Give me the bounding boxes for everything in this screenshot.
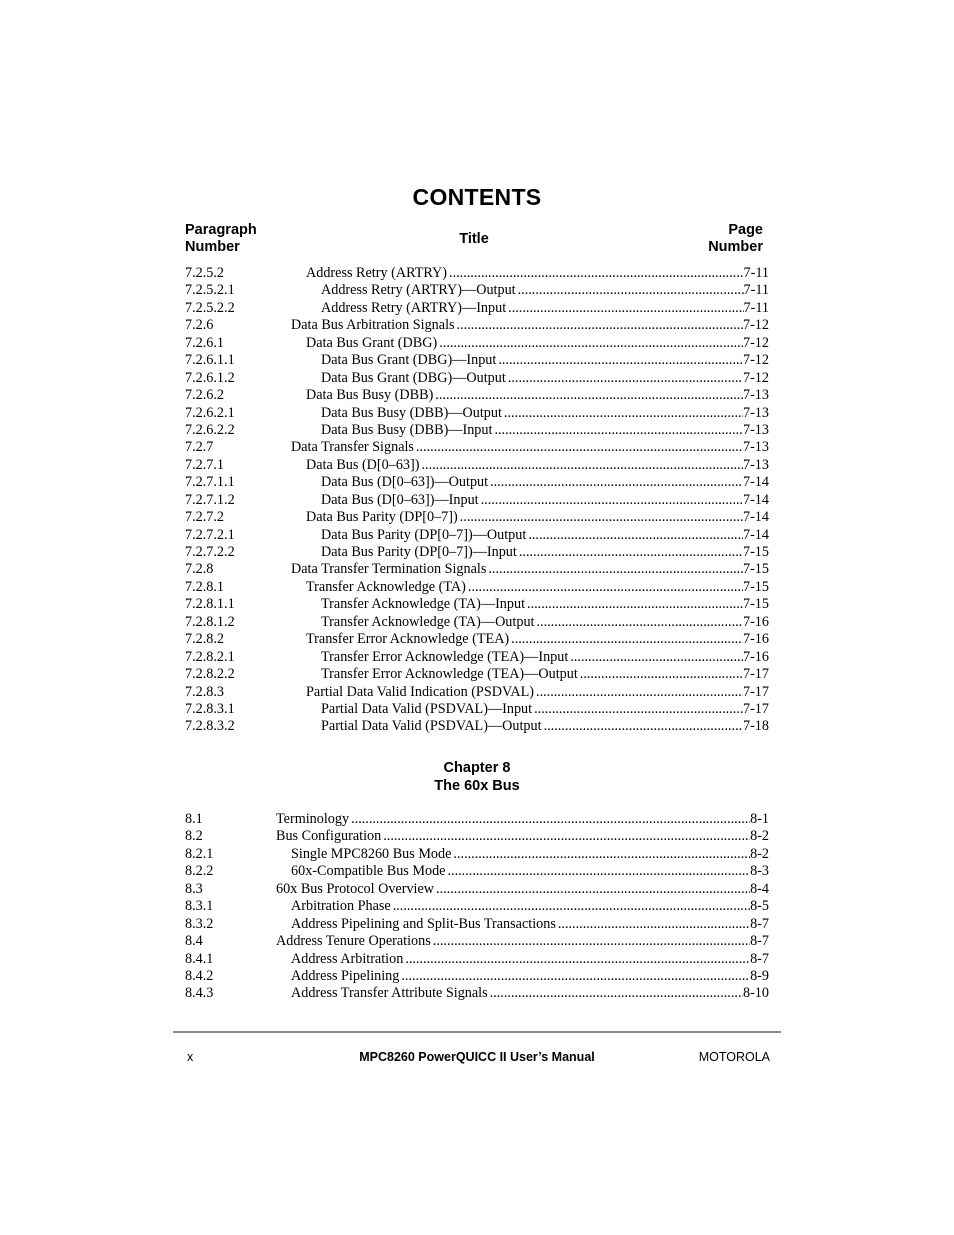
toc-entry-title: Data Bus Parity (DP[0–7])—Output xyxy=(321,526,527,543)
toc-entry[interactable] xyxy=(185,933,769,950)
toc-entry-line xyxy=(321,596,769,613)
toc-leader-dots xyxy=(490,474,743,491)
toc-entry-number: 7.2.8.3.1 xyxy=(185,700,235,717)
toc-entry-title: Address Retry (ARTRY) xyxy=(306,265,448,281)
toc-entry-line xyxy=(276,811,769,828)
toc-entry-line xyxy=(321,544,769,561)
toc-leader-dots xyxy=(580,666,743,683)
toc-entry-title: Single MPC8260 Bus Mode xyxy=(291,845,452,862)
toc-entry-page: 7-17 xyxy=(742,666,769,683)
toc-leader-dots xyxy=(460,509,743,526)
toc-entry-number: 8.4 xyxy=(185,933,203,950)
toc-entry-page: 7-12 xyxy=(742,369,769,386)
toc-entry[interactable] xyxy=(185,898,769,915)
toc-entry-title: Data Bus Grant (DBG) xyxy=(306,334,438,351)
toc-entry-page: 7-16 xyxy=(742,648,769,665)
toc-leader-dots xyxy=(570,649,743,666)
toc-entry-number: 8.4.2 xyxy=(185,967,214,984)
column-header-page-line2: Number xyxy=(708,239,763,255)
toc-entry-number: 8.3.1 xyxy=(185,898,214,915)
toc-entry-number: 7.2.6.2 xyxy=(185,387,225,404)
toc-entry-line xyxy=(306,684,769,701)
toc-entry[interactable] xyxy=(185,282,769,299)
toc-leader-dots xyxy=(490,985,743,1002)
toc-entry-page: 7-13 xyxy=(742,387,769,404)
toc-entry-page: 7-13 xyxy=(742,421,769,438)
toc-entry-number: 7.2.8.1.1 xyxy=(185,596,235,613)
toc-entry-line xyxy=(306,265,769,282)
toc-entry-title: Data Bus Arbitration Signals xyxy=(291,317,455,334)
toc-entry-line xyxy=(291,863,769,880)
toc-entry[interactable] xyxy=(185,811,769,828)
toc-entry[interactable] xyxy=(185,828,769,845)
toc-entry-title: Data Transfer Termination Signals xyxy=(291,561,487,578)
toc-entry-page: 7-15 xyxy=(742,596,769,613)
toc-entry-line xyxy=(291,846,769,863)
toc-entry[interactable] xyxy=(185,335,769,352)
toc-entry-number: 7.2.5.2.2 xyxy=(185,299,235,316)
toc-entry-number: 7.2.6.1.2 xyxy=(185,369,235,386)
toc-leader-dots xyxy=(457,317,743,334)
toc-leader-dots xyxy=(439,335,743,352)
toc-entry-title: Partial Data Valid (PSDVAL)—Input xyxy=(321,700,533,717)
toc-entry-title: Transfer Acknowledge (TA)—Input xyxy=(321,596,526,613)
toc-entry[interactable] xyxy=(185,387,769,404)
toc-entry-title: Partial Data Valid (PSDVAL)—Output xyxy=(321,718,542,735)
toc-leader-dots xyxy=(393,898,750,915)
toc-entry[interactable] xyxy=(185,265,769,282)
toc-entry-page: 7-14 xyxy=(742,509,769,526)
toc-entry[interactable] xyxy=(185,561,769,578)
toc-entry-line xyxy=(306,335,769,352)
toc-leader-dots xyxy=(498,352,743,369)
toc-entry[interactable] xyxy=(185,544,769,561)
toc-entry-number: 7.2.7.1.2 xyxy=(185,491,235,508)
toc-entry[interactable] xyxy=(185,405,769,422)
toc-entry-page: 7-16 xyxy=(742,613,769,630)
toc-entry-title: Address Tenure Operations xyxy=(276,933,431,950)
column-header-paragraph-line2: Number xyxy=(185,239,240,255)
toc-entry-number: 8.1 xyxy=(185,811,203,827)
toc-entry[interactable] xyxy=(185,317,769,334)
footer-rule xyxy=(173,1031,781,1033)
toc-entry-number: 7.2.6.1.1 xyxy=(185,352,235,369)
toc-leader-dots xyxy=(401,968,750,985)
toc-entry-line xyxy=(276,933,769,950)
toc-leader-dots xyxy=(528,527,743,544)
toc-entry-title: 60x-Compatible Bus Mode xyxy=(291,863,446,880)
toc-entry-line xyxy=(321,474,769,491)
toc-entry[interactable] xyxy=(185,666,769,683)
toc-entry[interactable] xyxy=(185,684,769,701)
toc-entry-number: 8.2.2 xyxy=(185,863,214,880)
toc-entry-page: 7-13 xyxy=(742,456,769,473)
toc-entry-page: 8-9 xyxy=(750,967,769,984)
toc-leader-dots xyxy=(436,881,750,898)
toc-entry-line xyxy=(291,968,769,985)
footer-company: MOTOROLA xyxy=(698,1050,770,1064)
toc-entry-line xyxy=(291,916,769,933)
toc-entry-title: Data Bus Parity (DP[0–7])—Input xyxy=(321,544,517,560)
toc-entry-page: 7-12 xyxy=(742,334,769,351)
toc-entry[interactable] xyxy=(185,631,769,648)
toc-entry-page: 7-14 xyxy=(742,491,769,508)
toc-entry[interactable] xyxy=(185,439,769,456)
toc-entry-line xyxy=(306,387,769,404)
toc-entry-line xyxy=(291,317,769,334)
toc-entry-title: Data Bus Grant (DBG)—Output xyxy=(321,369,506,386)
toc-leader-dots xyxy=(488,561,743,578)
toc-entry-page: 8-7 xyxy=(750,950,769,967)
toc-entry-page: 7-17 xyxy=(742,683,769,700)
toc-entry[interactable] xyxy=(185,422,769,439)
toc-entry-page: 7-12 xyxy=(742,352,769,369)
toc-leader-dots xyxy=(504,405,743,422)
toc-leader-dots xyxy=(468,579,743,596)
toc-entry-line xyxy=(306,509,769,526)
chapter-heading xyxy=(0,760,954,795)
toc-entry[interactable] xyxy=(185,509,769,526)
toc-entry-number: 8.2 xyxy=(185,828,203,845)
toc-leader-dots xyxy=(435,387,743,404)
toc-entry-number: 7.2.7.1 xyxy=(185,456,225,473)
toc-entry-title: Data Bus (D[0–63]) xyxy=(306,456,420,473)
toc-entry-number: 7.2.8.3.2 xyxy=(185,718,235,735)
toc-entry-line xyxy=(306,631,769,648)
toc-entry-title: Transfer Error Acknowledge (TEA)—Input xyxy=(321,648,569,665)
column-header-paragraph-line1: Paragraph xyxy=(185,222,257,238)
toc-entry-line xyxy=(321,405,769,422)
toc-entry[interactable] xyxy=(185,370,769,387)
toc-leader-dots xyxy=(519,544,743,561)
toc-entry[interactable] xyxy=(185,596,769,613)
toc-leader-dots xyxy=(494,422,743,439)
toc-entry-number: 7.2.6.2.2 xyxy=(185,421,235,438)
toc-entry-page: 7-11 xyxy=(743,282,769,299)
toc-leader-dots xyxy=(351,811,750,828)
toc-entry[interactable] xyxy=(185,985,769,1002)
toc-leader-dots xyxy=(481,492,743,509)
toc-entry-line xyxy=(291,898,769,915)
toc-entry-page: 7-12 xyxy=(742,317,769,334)
toc-entry-number: 7.2.5.2.1 xyxy=(185,282,235,299)
toc-leader-dots xyxy=(536,684,743,701)
toc-entry[interactable] xyxy=(185,474,769,491)
toc-entry-page: 7-15 xyxy=(742,544,769,560)
toc-entry-title: Transfer Acknowledge (TA)—Output xyxy=(321,613,535,630)
chapter-label: Chapter 8 xyxy=(443,760,511,776)
toc-entry-line xyxy=(321,422,769,439)
toc-entry[interactable] xyxy=(185,718,769,735)
toc-entry-page: 7-18 xyxy=(742,718,769,735)
toc-entry-line xyxy=(306,457,769,474)
toc-entry-page: 7-17 xyxy=(742,700,769,717)
toc-entry-line xyxy=(321,701,769,718)
toc-entry-number: 7.2.8.2.1 xyxy=(185,648,235,665)
toc-entry-title: Terminology xyxy=(276,811,350,827)
toc-entry-page: 8-7 xyxy=(750,933,769,950)
toc-entry-title: Transfer Error Acknowledge (TEA)—Output xyxy=(321,666,578,683)
toc-leader-dots xyxy=(508,370,743,387)
toc-entry-page: 7-14 xyxy=(742,474,769,491)
toc-list-chapter-7 xyxy=(185,265,769,736)
toc-entry-line xyxy=(306,579,769,596)
toc-leader-dots xyxy=(558,916,750,933)
toc-entry-line xyxy=(321,282,769,299)
toc-entry[interactable] xyxy=(185,649,769,666)
toc-entry-line xyxy=(291,561,769,578)
toc-entry-number: 7.2.8.2.2 xyxy=(185,666,235,683)
toc-entry-number: 8.3.2 xyxy=(185,915,214,932)
chapter-title: The 60x Bus xyxy=(434,777,520,794)
toc-entry-number: 8.4.1 xyxy=(185,950,214,967)
toc-entry[interactable] xyxy=(185,300,769,317)
toc-leader-dots xyxy=(511,631,743,648)
toc-entry-title: Data Transfer Signals xyxy=(291,439,414,456)
toc-leader-dots xyxy=(527,596,743,613)
toc-leader-dots xyxy=(518,282,744,299)
toc-list-chapter-8 xyxy=(185,811,769,1003)
toc-leader-dots xyxy=(383,828,750,845)
toc-leader-dots xyxy=(544,718,743,735)
column-header-page-line1: Page xyxy=(728,222,763,238)
toc-entry-number: 8.3 xyxy=(185,880,203,897)
toc-entry-line xyxy=(321,718,769,735)
toc-entry-title: Data Bus Busy (DBB)—Output xyxy=(321,404,502,421)
toc-entry-number: 7.2.6.1 xyxy=(185,334,225,351)
toc-entry-line xyxy=(321,492,769,509)
column-header-title: Title xyxy=(459,231,489,247)
footer-page-number: x xyxy=(187,1050,194,1064)
toc-entry-number: 7.2.7.2.1 xyxy=(185,526,235,543)
toc-entry[interactable] xyxy=(185,863,769,880)
toc-entry-page: 7-11 xyxy=(743,265,769,281)
toc-leader-dots xyxy=(405,951,750,968)
toc-entry-title: Data Bus Busy (DBB)—Input xyxy=(321,421,493,438)
toc-entry[interactable] xyxy=(185,579,769,596)
toc-entry[interactable] xyxy=(185,614,769,631)
toc-entry-page: 8-5 xyxy=(750,898,769,915)
toc-leader-dots xyxy=(421,457,743,474)
toc-entry[interactable] xyxy=(185,951,769,968)
toc-entry-title: Data Bus Grant (DBG)—Input xyxy=(321,352,497,369)
toc-leader-dots xyxy=(416,439,743,456)
toc-entry-page: 8-2 xyxy=(750,828,769,845)
toc-entry[interactable] xyxy=(185,457,769,474)
toc-entry-page: 7-15 xyxy=(742,561,769,578)
toc-entry-page: 7-11 xyxy=(743,299,769,316)
toc-leader-dots xyxy=(508,300,743,317)
toc-leader-dots xyxy=(447,863,750,880)
toc-entry[interactable] xyxy=(185,846,769,863)
toc-entry-title: Transfer Acknowledge (TA) xyxy=(306,578,466,595)
toc-entry-page: 8-10 xyxy=(742,985,769,1002)
toc-entry-page: 7-16 xyxy=(742,631,769,648)
toc-entry-page: 8-3 xyxy=(750,863,769,880)
toc-entry-line xyxy=(321,352,769,369)
toc-entry-title: Address Pipelining and Split-Bus Transactions xyxy=(291,915,556,932)
toc-entry-number: 7.2.8 xyxy=(185,561,214,578)
column-header-page-number xyxy=(708,222,763,256)
toc-entry-page: 8-2 xyxy=(750,845,769,862)
toc-entry-page: 7-13 xyxy=(742,404,769,421)
toc-entry-title: Data Bus Busy (DBB) xyxy=(306,387,434,404)
page-title: CONTENTS xyxy=(412,184,542,210)
toc-entry-page: 8-4 xyxy=(750,880,769,897)
toc-entry-line xyxy=(291,951,769,968)
toc-entry-title: Address Arbitration xyxy=(291,950,404,967)
toc-entry-line xyxy=(321,527,769,544)
toc-entry[interactable] xyxy=(185,968,769,985)
toc-entry-page: 7-14 xyxy=(742,526,769,543)
toc-entry-page: 8-7 xyxy=(750,915,769,932)
toc-entry-title: Data Bus (D[0–63])—Output xyxy=(321,474,489,491)
toc-entry-title: Transfer Error Acknowledge (TEA) xyxy=(306,631,510,648)
toc-entry-number: 7.2.8.2 xyxy=(185,631,225,648)
toc-entry-number: 7.2.6.2.1 xyxy=(185,404,235,421)
toc-entry[interactable] xyxy=(185,492,769,509)
toc-entry-line xyxy=(276,828,769,845)
toc-leader-dots xyxy=(433,933,750,950)
toc-leader-dots xyxy=(536,614,743,631)
toc-entry-line xyxy=(321,614,769,631)
toc-entry-line xyxy=(276,881,769,898)
toc-entry[interactable] xyxy=(185,352,769,369)
toc-entry-number: 7.2.7.1.1 xyxy=(185,474,235,491)
toc-entry-title: Bus Configuration xyxy=(276,828,382,845)
toc-entry-title: Arbitration Phase xyxy=(291,898,391,915)
toc-entry-page: 7-13 xyxy=(742,439,769,456)
toc-leader-dots xyxy=(534,701,743,718)
toc-entry[interactable] xyxy=(185,701,769,718)
footer-manual-title: MPC8260 PowerQUICC II User’s Manual xyxy=(359,1050,595,1064)
toc-entry-title: Data Bus Parity (DP[0–7]) xyxy=(306,509,458,526)
toc-entry-number: 8.2.1 xyxy=(185,845,214,862)
toc-entry-line xyxy=(321,370,769,387)
toc-entry-line xyxy=(291,439,769,456)
toc-entry-number: 7.2.8.1.2 xyxy=(185,613,235,630)
toc-entry-number: 7.2.5.2 xyxy=(185,265,225,281)
toc-entry-number: 7.2.7.2.2 xyxy=(185,544,235,560)
toc-entry-line xyxy=(321,666,769,683)
toc-entry-number: 7.2.8.3 xyxy=(185,683,225,700)
toc-entry-line xyxy=(321,649,769,666)
toc-entry-title: Address Retry (ARTRY)—Input xyxy=(321,299,507,316)
toc-entry-title: Address Retry (ARTRY)—Output xyxy=(321,282,516,299)
toc-entry-number: 8.4.3 xyxy=(185,985,214,1002)
toc-entry-title: Partial Data Valid Indication (PSDVAL) xyxy=(306,683,535,700)
toc-entry-title: 60x Bus Protocol Overview xyxy=(276,880,435,897)
toc-entry-number: 7.2.7.2 xyxy=(185,509,225,526)
toc-entry-number: 7.2.8.1 xyxy=(185,578,225,595)
toc-entry-number: 7.2.6 xyxy=(185,317,214,334)
toc-leader-dots xyxy=(453,846,750,863)
toc-entry-page: 8-1 xyxy=(750,811,769,827)
toc-leader-dots xyxy=(449,265,744,282)
toc-entry-number: 7.2.7 xyxy=(185,439,214,456)
toc-entry-line xyxy=(321,300,769,317)
toc-entry-title: Data Bus (D[0–63])—Input xyxy=(321,491,479,508)
toc-entry-title: Address Transfer Attribute Signals xyxy=(291,985,488,1002)
toc-entry[interactable] xyxy=(185,881,769,898)
toc-entry-line xyxy=(291,985,769,1002)
toc-entry[interactable] xyxy=(185,916,769,933)
toc-entry[interactable] xyxy=(185,527,769,544)
toc-entry-page: 7-15 xyxy=(742,578,769,595)
toc-entry-title: Address Pipelining xyxy=(291,967,400,984)
